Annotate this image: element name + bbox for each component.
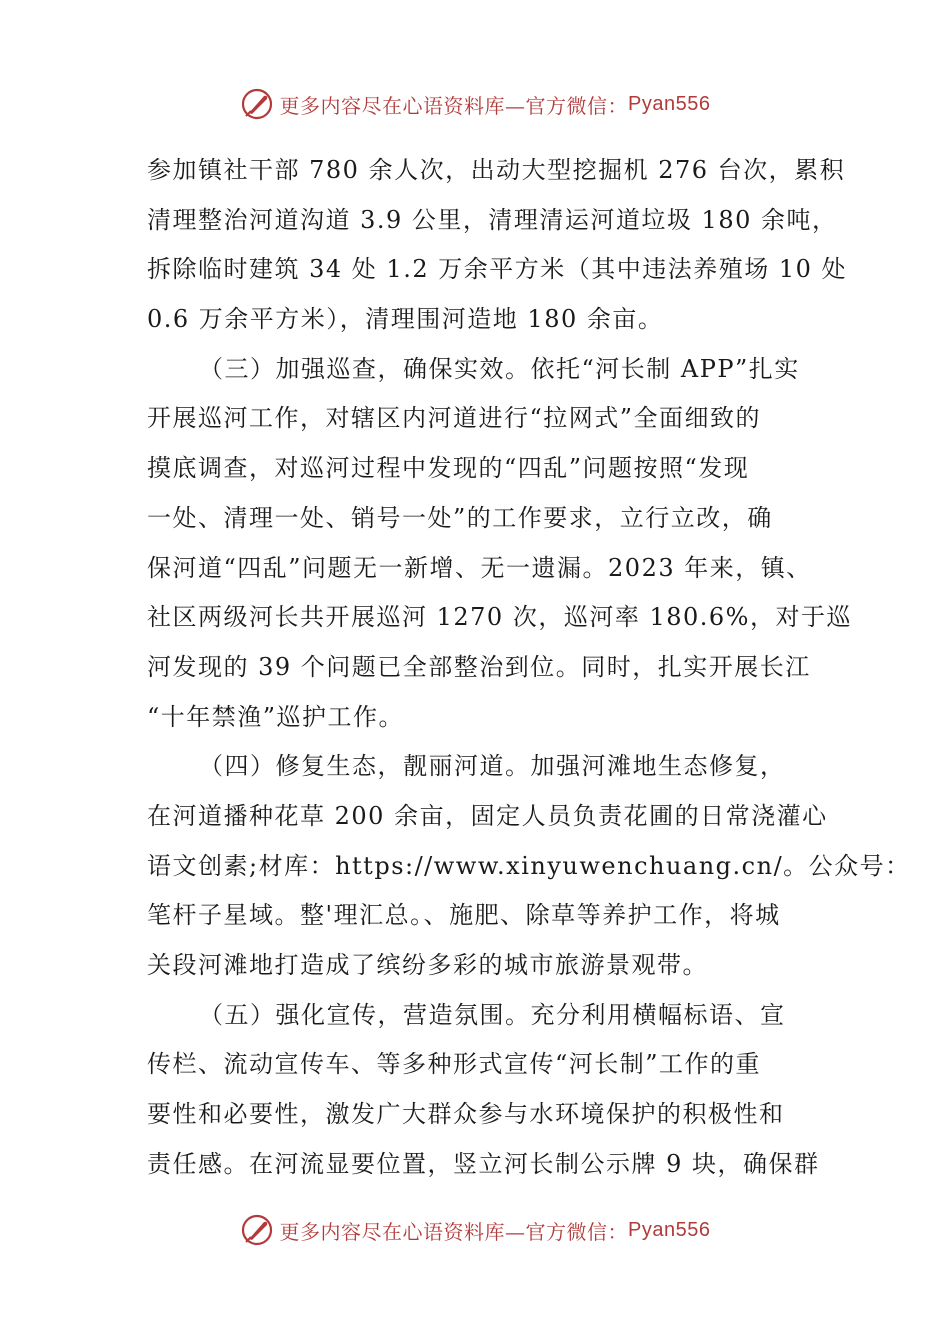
body-line: 保河道“四乱”问题无一新增、无一遗漏。2023 年来，镇、 xyxy=(147,553,812,582)
body-line: 参加镇社干部 780 余人次，出动大型挖掘机 276 台次，累积 xyxy=(147,156,846,184)
header-banner xyxy=(0,84,950,124)
feather-pen-icon xyxy=(240,1213,274,1247)
section-4-heading-line: （四）修复生态，靓丽河道。加强河滩地生态修复， xyxy=(199,752,786,781)
body-line: 在河道播种花草 200 余亩，固定人员负责花圃的日常浇灌心 xyxy=(147,801,828,830)
body-line: 开展巡河工作，对辖区内河道进行“拉网式”全面细致的 xyxy=(147,404,762,433)
footer-banner xyxy=(0,1210,950,1250)
body-line: 拆除临时建筑 34 处 1.2 万余平方米（其中违法养殖场 10 处 xyxy=(147,255,848,284)
footer-banner-text: 更多内容尽在心语资料库—官方微信： xyxy=(279,1219,629,1244)
body-line: 清理整治河道沟道 3.9 公里，清理清运河道垃圾 180 余吨， xyxy=(147,205,838,234)
body-line: 要性和必要性，激发广大群众参与水环境保护的积极性和 xyxy=(147,1100,785,1129)
feather-pen-icon xyxy=(240,87,274,121)
body-line: 语文创素;材库：https://www.xinyuwenchuang.cn/。公众号： xyxy=(147,851,911,880)
section-5-heading-line: （五）强化宣传，营造氛围。充分利用横幅标语、宣 xyxy=(199,1000,786,1029)
body-line: 0.6 万余平方米），清理围河造地 180 余亩。 xyxy=(147,305,664,334)
body-line: 社区两级河长共开展巡河 1270 次，巡河率 180.6%，对于巡 xyxy=(147,603,852,632)
footer-banner-handle: Pyan556 xyxy=(628,1218,711,1241)
body-line: 关段河滩地打造成了缤纷多彩的城市旅游景观带。 xyxy=(147,951,708,979)
document-body xyxy=(147,146,911,1189)
section-3-heading-line: （三）加强巡查，确保实效。依托“河长制 APP”扎实 xyxy=(199,354,800,383)
body-line: 笔杆子星域。整'理汇总。、施肥、除草等养护工作，将城 xyxy=(147,901,781,930)
header-banner-text: 更多内容尽在心语资料库—官方微信： xyxy=(279,93,629,118)
body-line: 一处、清理一处、销号一处”的工作要求，立行立改，确 xyxy=(147,503,773,532)
body-line: “十年禁渔”巡护工作。 xyxy=(147,702,405,731)
body-line: 传栏、流动宣传车、等多种形式宣传“河长制”工作的重 xyxy=(147,1050,762,1079)
body-line: 责任感。在河流显要位置，竖立河长制公示牌 9 块，确保群 xyxy=(147,1149,820,1178)
header-banner-handle: Pyan556 xyxy=(628,92,711,115)
body-line: 河发现的 39 个问题已全部整治到位。同时，扎实开展长江 xyxy=(147,652,811,681)
body-line: 摸底调查，对巡河过程中发现的“四乱”问题按照“发现 xyxy=(147,454,750,483)
